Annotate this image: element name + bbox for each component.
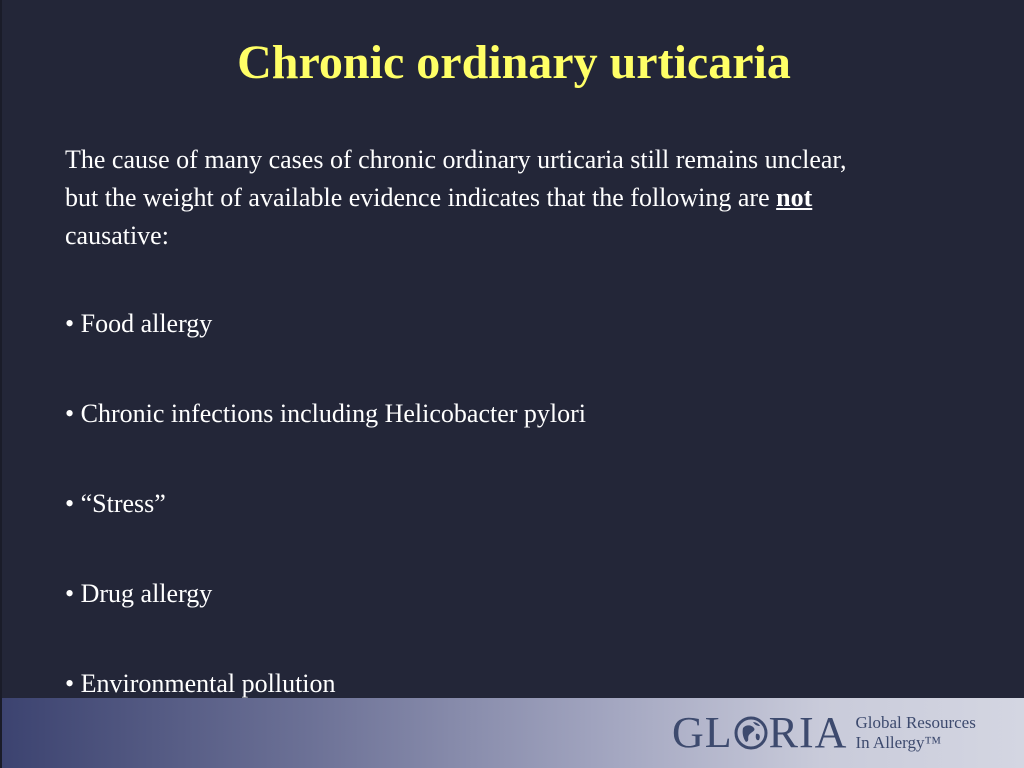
bullet-item: • Chronic infections including Helicobacter pylori	[65, 399, 587, 428]
bullet-item: • Food allergy	[65, 309, 213, 338]
logo-word-end: RIA	[768, 708, 848, 757]
intro-emphasis: not	[776, 183, 813, 212]
logo-word-start: GL	[672, 708, 733, 757]
bullet-item: • Drug allergy	[65, 579, 213, 608]
intro-text-end: causative:	[65, 221, 169, 250]
logo-wordmark	[672, 708, 847, 758]
globe-icon	[734, 716, 768, 750]
intro-text-start: The cause of many cases of chronic ordinary urticaria still remains unclear, but the weight of available evidence indicates that the following are	[65, 145, 847, 212]
intro-paragraph	[65, 141, 885, 255]
logo-tagline	[855, 713, 975, 753]
gloria-logo	[672, 708, 976, 758]
bullet-item: • “Stress”	[65, 489, 166, 518]
slide-title: Chronic ordinary urticaria	[237, 36, 791, 89]
tagline-line-2: In Allergy™	[855, 733, 942, 752]
bullet-item: • Environmental pollution	[65, 669, 336, 698]
tagline-line-1: Global Resources	[855, 713, 976, 732]
